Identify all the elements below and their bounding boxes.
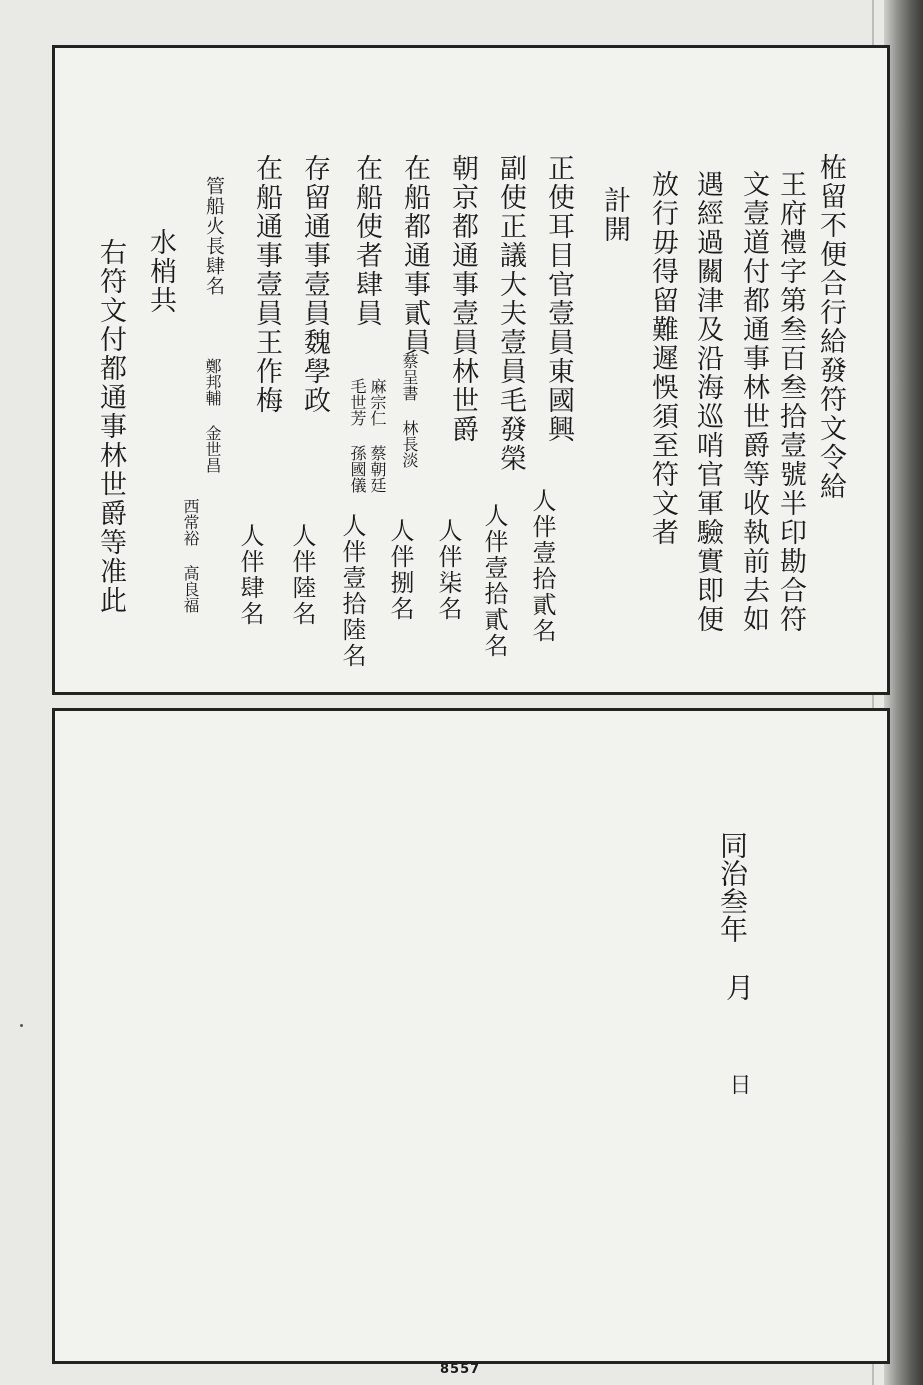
date-month: 月: [722, 973, 755, 1001]
text-column-6: 計開: [599, 186, 630, 244]
date-year: 同治叁年: [716, 831, 749, 943]
followers-6: 人伴陸名: [288, 523, 316, 627]
scan-speck: [20, 1024, 23, 1027]
followers-4: 人伴捌名: [386, 518, 414, 622]
document-panel-top: [52, 45, 890, 695]
text-column-3: 文壹道付都通事林世爵等收執前去如: [738, 170, 769, 634]
text-column-1: 𣑊留不便合行給發符文令給: [815, 153, 846, 501]
text-column-16: 右符文付都通事林世爵等准此: [95, 238, 126, 615]
note-helmsmen-b: 西常裕 高良福: [181, 498, 200, 613]
note-interpreters: 蔡呈書 林長淡: [400, 353, 419, 468]
followers-7: 人伴肆名: [236, 523, 264, 627]
text-column-4: 遇經過關津及沿海巡哨官軍驗實即便: [692, 170, 723, 634]
text-column-15: 水梢共: [145, 228, 176, 315]
text-column-5: 放行毋得留難遲悞須至符文者: [647, 170, 678, 547]
text-column-8: 副使正議大夫壹員毛發榮: [495, 154, 526, 473]
followers-5: 人伴壹拾陸名: [338, 513, 366, 669]
document-panel-bottom: [52, 708, 890, 1364]
text-column-13: 在船通事壹員王作梅: [251, 154, 282, 415]
followers-1: 人伴壹拾貳名: [528, 488, 556, 644]
followers-2: 人伴壹拾貳名: [480, 503, 508, 659]
text-column-14: 管船火長肆名: [203, 176, 225, 296]
text-column-12: 存留通事壹員魏學政: [299, 154, 330, 415]
date-day: 日: [726, 1073, 751, 1095]
text-column-9: 朝京都通事壹員林世爵: [447, 154, 478, 444]
text-column-10: 在船都通事貳員: [399, 154, 430, 357]
note-envoys-b: 毛世芳 孫國儀: [348, 378, 367, 493]
text-column-7: 正使耳目官壹員東國興: [543, 154, 574, 444]
page-number: 8557: [440, 1362, 481, 1377]
text-column-11: 在船使者肆員: [351, 154, 382, 328]
note-envoys-a: 麻宗仁 蔡朝廷: [368, 378, 387, 493]
note-helmsmen-a: 鄭邦輔 金世昌: [203, 358, 222, 473]
text-column-2: 王府禮字第叁百叁拾壹號半印勘合符: [775, 170, 806, 634]
followers-3: 人伴柒名: [434, 518, 462, 622]
